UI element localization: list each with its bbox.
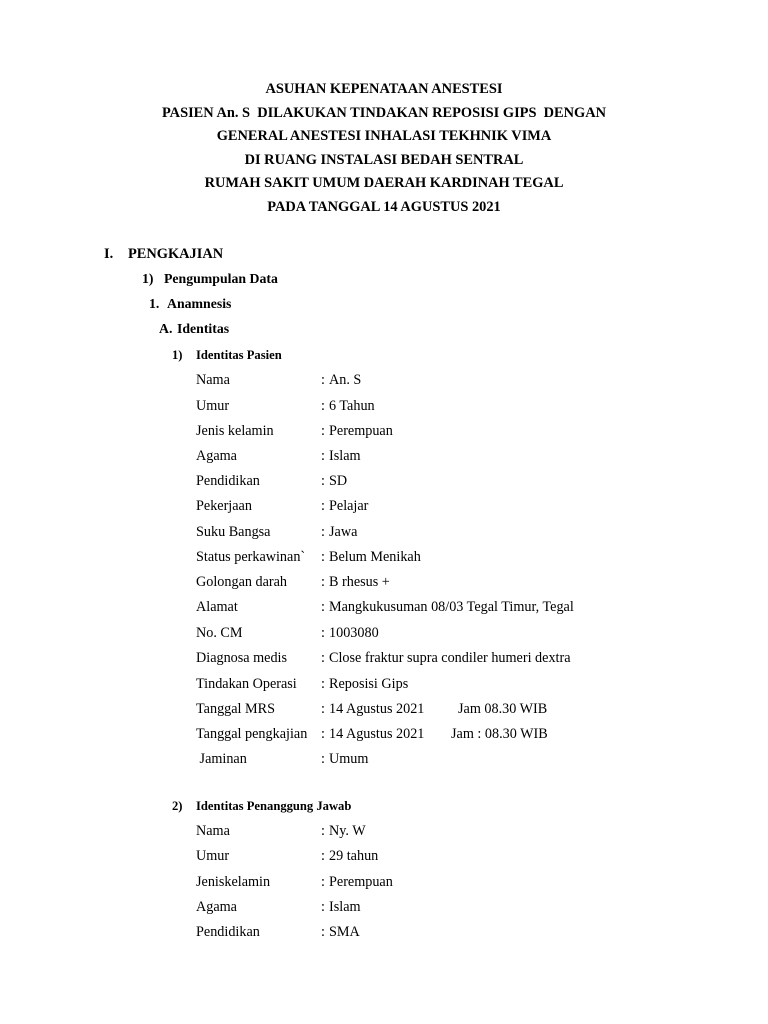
section-title: PENGKAJIAN (128, 246, 224, 262)
field-value: B rhesus + (329, 574, 390, 590)
field-value: Belum Menikah (329, 549, 421, 565)
guardian-row-agama (196, 897, 756, 917)
field-separator: : (321, 848, 325, 864)
guardian-row-umur (196, 846, 756, 866)
field-label: Umur (196, 398, 230, 414)
guardian-row-jeniskelamin (196, 872, 756, 892)
section-number: I. (104, 246, 114, 262)
patient-row-agama (196, 446, 756, 466)
patient-row-nama (196, 370, 756, 390)
subsection-number: 1) (142, 271, 154, 286)
patient-row-pendidikan (196, 471, 756, 491)
field-label: Pendidikan (196, 473, 260, 489)
patient-row-status-perkawinan (196, 547, 756, 567)
title-line: DI RUANG INSTALASI BEDAH SENTRAL (244, 151, 524, 168)
field-separator: : (321, 650, 325, 666)
field-value: Ny. W (329, 823, 366, 839)
field-value: 29 tahun (329, 848, 379, 864)
subsubsection-number: 1. (149, 296, 160, 311)
field-value: Perempuan (329, 423, 393, 439)
part-title: Identitas (177, 321, 230, 336)
field-value: Perempuan (329, 874, 393, 890)
field-value: Mangkukusuman 08/03 Tegal Timur, Tegal (329, 599, 574, 615)
patient-row-umur (196, 396, 756, 416)
subsubsection-title: Anamnesis (167, 296, 232, 311)
patient-section-number: 1) (172, 348, 183, 362)
field-separator: : (321, 599, 325, 615)
field-separator: : (321, 676, 325, 692)
field-label: Nama (196, 372, 230, 388)
field-separator: : (321, 448, 325, 464)
field-separator: : (321, 574, 325, 590)
field-label: No. CM (196, 625, 243, 641)
field-value: SD (329, 473, 348, 489)
field-separator: : (321, 372, 325, 388)
field-label: Pendidikan (196, 924, 260, 940)
patient-row-alamat (196, 597, 756, 617)
field-label: Tanggal pengkajian (196, 726, 308, 742)
field-label: Status perkawinan` (196, 549, 306, 565)
field-label: Golongan darah (196, 574, 288, 590)
part-number: A. (159, 321, 173, 336)
field-label: Jeniskelamin (196, 874, 271, 890)
field-label: Jenis kelamin (196, 423, 274, 439)
field-separator: : (321, 899, 325, 915)
patient-section-heading: Identitas Pasien (196, 348, 282, 362)
title-line: GENERAL ANESTESI INHALASI TEKHNIK VIMA (216, 128, 552, 145)
patient-row-jenis-kelamin (196, 421, 756, 441)
field-value: 14 Agustus 2021 (329, 701, 425, 717)
field-separator: : (321, 924, 325, 940)
field-label: Suku Bangsa (196, 524, 271, 540)
patient-row-jaminan (196, 749, 756, 769)
field-label: Pekerjaan (196, 498, 252, 514)
field-separator: : (321, 701, 325, 717)
field-value: 14 Agustus 2021 (329, 726, 425, 742)
field-value: Umum (329, 751, 369, 767)
subsection-title: Pengumpulan Data (164, 271, 278, 286)
field-label: Alamat (196, 599, 238, 615)
field-label: Diagnosa medis (196, 650, 288, 666)
field-label: Umur (196, 848, 230, 864)
field-value: 6 Tahun (329, 398, 375, 414)
guardian-section-number: 2) (172, 799, 183, 813)
field-separator: : (321, 726, 325, 742)
field-label: Nama (196, 823, 230, 839)
document-title (0, 78, 768, 220)
field-separator: : (321, 498, 325, 514)
field-label: Tindakan Operasi (196, 676, 297, 692)
field-value: 1003080 (329, 625, 379, 641)
field-value: Pelajar (329, 498, 369, 514)
field-label: Agama (196, 448, 237, 464)
field-separator: : (321, 823, 325, 839)
field-value: Close fraktur supra condiler humeri dextra (329, 650, 571, 666)
guardian-row-pendidikan (196, 922, 756, 942)
guardian-row-nama (196, 821, 756, 841)
field-time: Jam : 08.30 WIB (451, 726, 548, 742)
field-separator: : (321, 473, 325, 489)
field-time: Jam 08.30 WIB (458, 701, 548, 717)
patient-row-pekerjaan (196, 496, 756, 516)
patient-row-no-cm (196, 623, 756, 643)
field-separator: : (321, 423, 325, 439)
patient-row-golongan-darah (196, 572, 756, 592)
field-separator: : (321, 549, 325, 565)
field-label: Tanggal MRS (196, 701, 276, 717)
field-value: Islam (329, 899, 361, 915)
field-value: Islam (329, 448, 361, 464)
title-line: PASIEN An. S DILAKUKAN TINDAKAN REPOSISI GIPS DENGAN (161, 104, 607, 121)
field-separator: : (321, 874, 325, 890)
field-value: An. S (329, 372, 362, 388)
field-label: Jaminan (196, 751, 247, 767)
patient-row-suku-bangsa (196, 522, 756, 542)
field-label: Agama (196, 899, 237, 915)
field-value: Jawa (329, 524, 358, 540)
field-separator: : (321, 524, 325, 540)
title-line: PADA TANGGAL 14 AGUSTUS 2021 (267, 198, 501, 215)
title-line: RUMAH SAKIT UMUM DAERAH KARDINAH TEGAL (204, 175, 564, 192)
field-separator: : (321, 625, 325, 641)
patient-row-tanggal-mrs (196, 699, 756, 719)
title-line: ASUHAN KEPENATAAN ANESTESI (265, 81, 503, 97)
guardian-section-heading: Identitas Penanggung Jawab (196, 799, 352, 813)
patient-row-tindakan-operasi (196, 674, 756, 694)
patient-row-diagnosa-medis (196, 648, 756, 668)
field-value: Reposisi Gips (329, 676, 409, 692)
field-separator: : (321, 398, 325, 414)
patient-row-tanggal-pengkajian (196, 724, 756, 744)
field-value: SMA (329, 924, 360, 940)
field-separator: : (321, 751, 325, 767)
